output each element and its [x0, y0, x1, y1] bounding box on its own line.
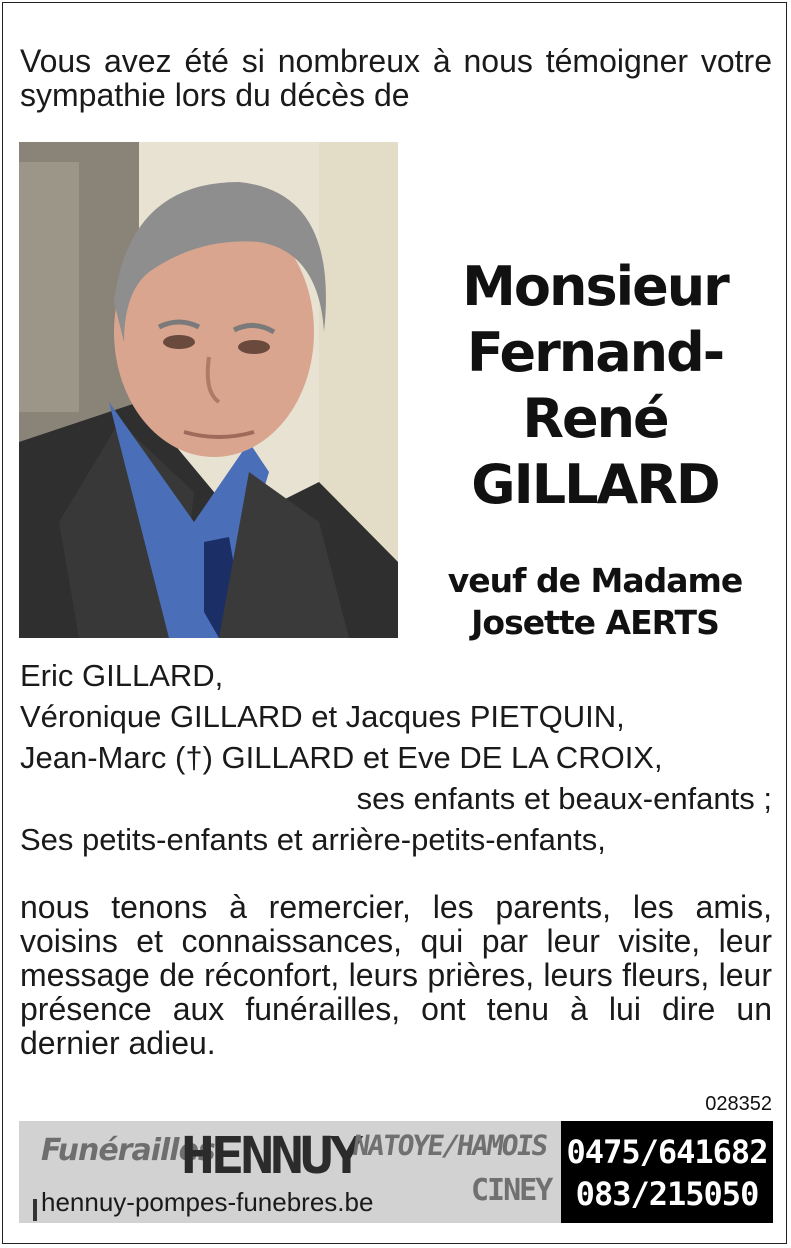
family-line: Ses petits-enfants et arrière-petits-enfants,	[20, 822, 606, 857]
phone-panel	[561, 1121, 773, 1223]
deceased-first-name: Fernand-René	[466, 321, 724, 450]
decorative-bar	[33, 1199, 37, 1221]
phone-number-2[interactable]: 083/215050	[575, 1175, 759, 1213]
family-line: Véronique GILLARD et Jacques PIETQUIN,	[20, 699, 625, 734]
portrait-illustration	[19, 142, 398, 638]
reference-number: 028352	[705, 1093, 772, 1115]
funeral-home-website[interactable]: hennuy-pompes-funebres.be	[41, 1187, 374, 1217]
funeral-label: Funérailles	[41, 1133, 215, 1168]
family-line: Eric GILLARD,	[20, 658, 224, 693]
widow-line-1: veuf de Madame	[447, 561, 743, 600]
family-relation-line: ses enfants et beaux-enfants ;	[356, 781, 772, 816]
portrait-photo	[19, 142, 398, 638]
funeral-home-city: CINEY	[471, 1173, 552, 1208]
deceased-title: Monsieur	[462, 255, 728, 318]
funeral-home-brand: HENNUY	[181, 1127, 360, 1186]
widow-line-2: Josette AERTS	[471, 603, 719, 642]
funeral-home-locations: NATOYE/HAMOIS	[350, 1129, 549, 1162]
family-line: Jean-Marc (†) GILLARD et Eve DE LA CROIX,	[20, 740, 663, 775]
deceased-name-block	[410, 254, 780, 644]
intro-text: Vous avez été si nombreux à nous témoigner votre sympathie lors du décès de	[20, 43, 772, 113]
phone-number-1[interactable]: 0475/641682	[566, 1133, 768, 1171]
thanks-text: nous tenons à remercier, les parents, les amis, voisins et connaissances, qui par leur visite, leur message de réconfort, leurs prières, leurs fleurs, leur présence aux funérailles, ont tenu à lui dire un dernier adieu.	[20, 889, 772, 1061]
deceased-last-name: GILLARD	[471, 453, 719, 516]
funeral-home-banner	[19, 1121, 773, 1223]
family-list	[20, 655, 772, 860]
